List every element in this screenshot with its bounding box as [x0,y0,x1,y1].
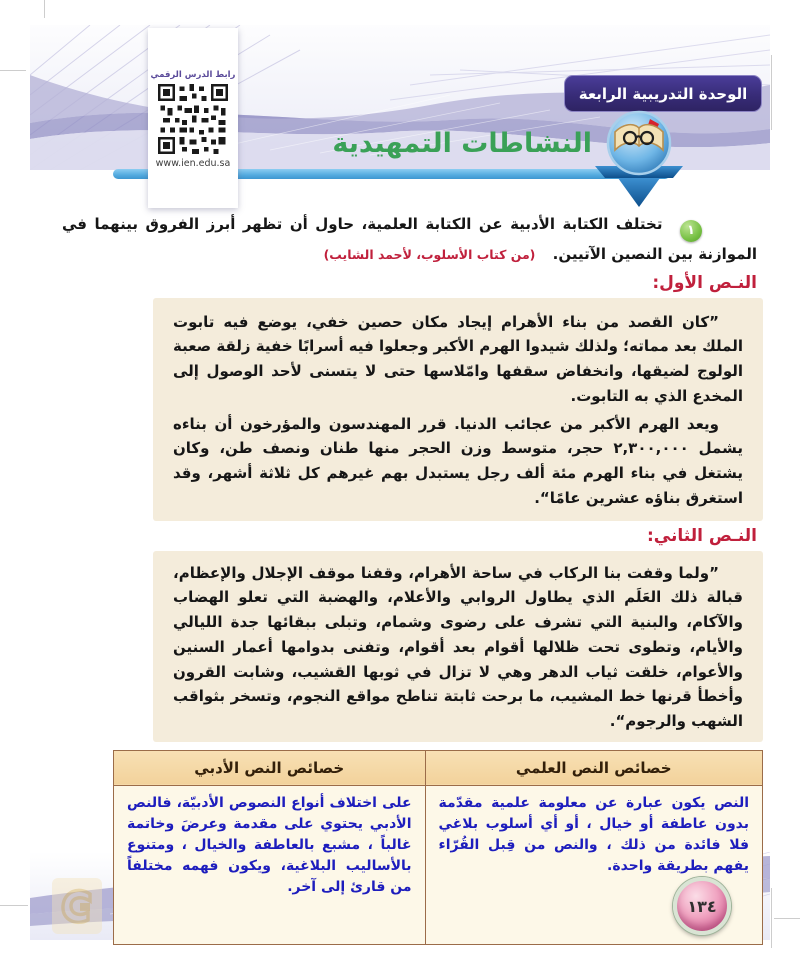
publisher-logo-graphic [50,876,104,936]
first-text-box [153,298,763,521]
page-title: النشاطات التمهيدية [332,128,592,159]
book-glasses-icon [593,110,685,210]
qr-code-icon [158,84,228,154]
first-text-paragraph-1: ”كان القصد من بناء الأهرام إيجاد مكان حصين خفي، يوضع فيه تابوت الملك بعد مماته؛ ولذلك شيدوا الهرم الأكبر وجعلوا فيه أسرابًا خفية زلقة صعبة الولوج لضيقها، وانخفاض سقفها وامّلاسها حتى لا يتسنى لأحد الوصول إلى المخدع الذي به التابوت. [173,312,743,405]
page-number: ١٣٤ [687,896,717,916]
scientific-column-header: خصائص النص العلمي [425,750,762,785]
question-citation: (من كتاب الأسلوب، لأحمد الشايب) [323,247,536,263]
second-text-box [153,551,763,742]
second-text-heading: النـص الثاني: [647,525,757,546]
second-text-paragraph: ”ولما وقفت بنا الركاب في ساحة الأهرام، وقفنا موقف الإجلال والإعظام، قبالة ذلك العَلَم الذي يطاول الروابي والأعلام، والهضبة التي تعلو الهضاب والآكام، والبنية التي تشرف على رضوى وشمام، وتبلى ببقائها جدة الليالي والأيام، وتطوى تحت ظلالها أقوام بعد أقوام، وتفنى بدوامها أعمار السنين والأعوام، خلقت ثياب الدهر وهي لا تزال في ثوبها القشيب، وشابت القرون وأخطأ قرنها خط المشيب، ما برحت ثابتة تناطح مواقع النجوم، وتسخر بثواقب الشهب والرجوم“. [173,563,743,731]
literary-column-header: خصائص النص الأدبي [114,750,426,785]
question-text: تختلف الكتابة الأدبية عن الكتابة العلمية، حاول أن تظهر أبرز الفروق بينهما في الموازنة بين النصين الآتيين. [62,215,757,264]
book-glasses-icon-graphic [593,110,685,210]
first-text-paragraph-2: ويعد الهرم الأكبر من عجائب الدنيا. قرر المهندسون والمؤرخون أن بناءه يشمل ٢,٣٠٠,٠٠٠ حجر، متوسط وزن الحجر منها طنان ونصف طن، وكان يشتغل في بناء الهرم مئة ألف رجل يستبدل بهم غيرهم كل ثلاثة أشهر، وقد استغرق بناؤه عشرين عامًا“. [173,414,743,507]
qr-url: www.ien.edu.sa [155,158,231,169]
unit-badge: الوحدة التدريبية الرابعة [564,75,762,112]
qr-panel [148,28,238,208]
scientific-column-cell: النص يكون عبارة عن معلومة علمية مقدّمة بدون عاطفة أو خيال ، أو أي أسلوب بلاغي فلا فائدة من ذلك ، والنص من قِبل القُرّاء يفهم بطريقة واحدة. [425,785,762,944]
first-text-heading: النـص الأول: [652,272,757,293]
publisher-logo-icon [50,876,104,936]
qr-label: رابط الدرس الرقمي [150,70,236,80]
crop-mark [44,0,45,18]
page-number-badge [673,877,731,935]
literary-column-cell: على اختلاف أنواع النصوص الأدبيّة، فالنص الأدبي يحتوي على مقدمة وعرضَ وخاتمة غالباً ، مشبع بالعاطفة والخيال ، ومتنوع بالأساليب البلاغية، ويكون فهمه مختلفاً من قارئ إلى آخر. [114,785,426,944]
comparison-table [113,750,763,945]
main-content [0,212,800,945]
crop-mark [0,70,26,71]
question-1 [62,212,757,268]
crop-mark [771,55,772,130]
question-number-badge: ١ [680,220,702,242]
